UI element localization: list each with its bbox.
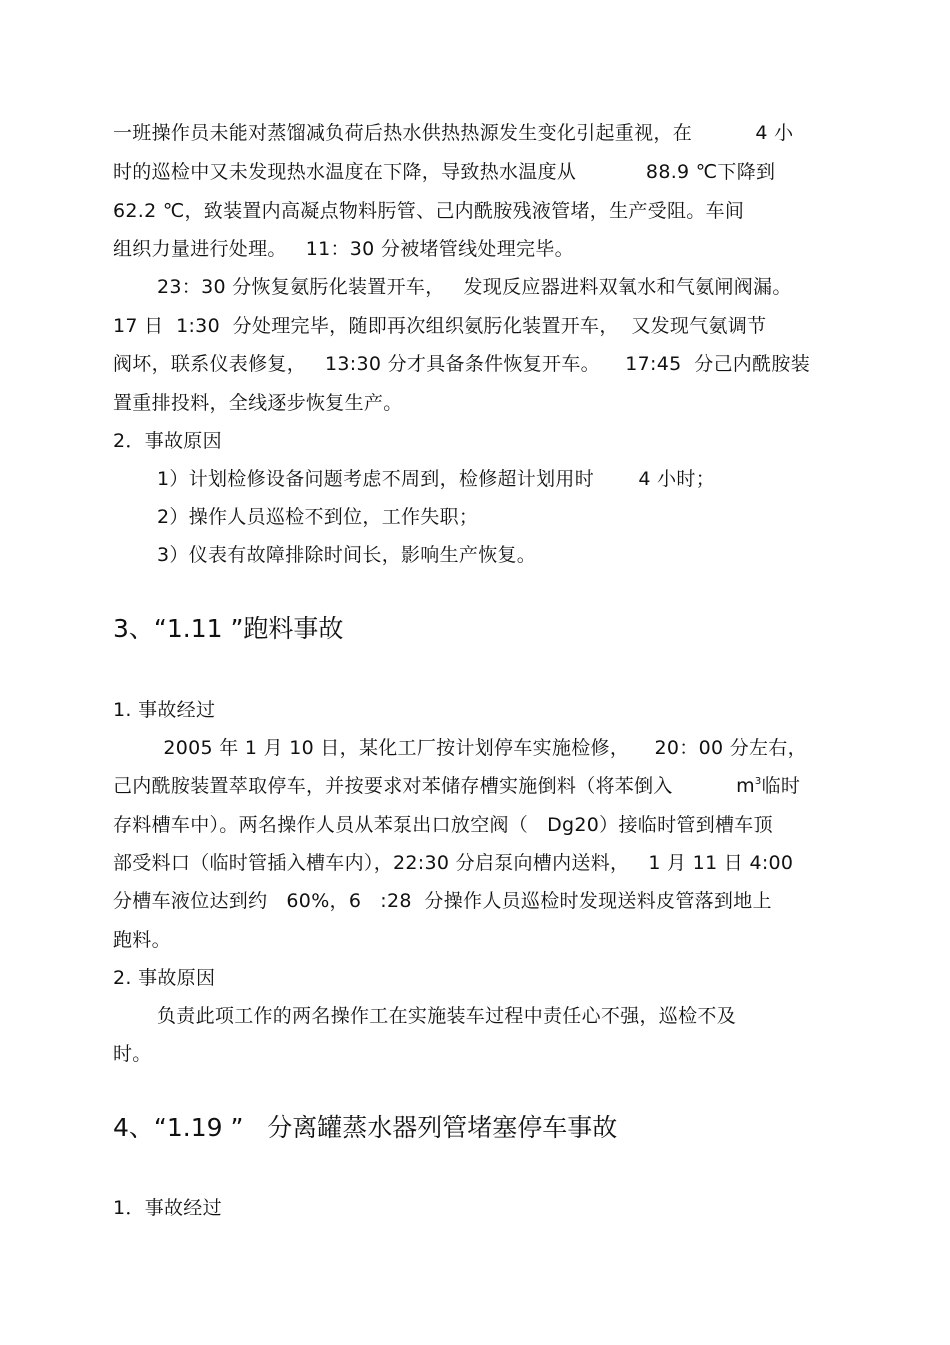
paragraph-line: 23：30 分恢复氨肟化装置开车， 发现反应器进料双氧水和气氨闸阀漏。 [157, 276, 792, 298]
paragraph-line: 部受料口（临时管插入槽车内），22:30 分启泵向槽内送料， 1 月 11 日 4:00 [113, 852, 794, 874]
process-heading: 1．事故经过 [113, 1197, 222, 1219]
section-title: 3、“1.11 ”跑料事故 [113, 614, 344, 643]
superscript: 3 [754, 776, 762, 787]
paragraph-line [113, 773, 800, 799]
paragraph-line: 分槽车液位达到约 60%，6 :28 分操作人员巡检时发现送料皮管落到地上 [113, 890, 772, 912]
paragraph-line: 17 日 1:30 分处理完毕，随即再次组织氨肟化装置开车， 又发现气氨调节 [113, 315, 767, 337]
paragraph-line: 一班操作员未能对蒸馏减负荷后热水供热热源发生变化引起重视，在 4 小 [113, 122, 794, 144]
paragraph-line: 负责此项工作的两名操作工在实施装车过程中责任心不强，巡检不及 [157, 1005, 737, 1027]
cause-item: 3）仪表有故障排除时间长，影响生产恢复。 [157, 544, 537, 566]
cause-item: 1）计划检修设备问题考虑不周到，检修超计划用时 4 小时； [157, 468, 715, 490]
cause-item: 2）操作人员巡检不到位，工作失职； [157, 506, 479, 528]
paragraph-line: 62.2 ℃，致装置内高凝点物料肟管、己内酰胺残液管堵，生产受阻。车间 [113, 200, 745, 222]
paragraph-line: 2005 年 1 月 10 日，某化工厂按计划停车实施检修， 20：00 分左右， [157, 737, 807, 759]
paragraph-line: 置重排投料，全线逐步恢复生产。 [113, 392, 403, 414]
paragraph-line: 组织力量进行处理。 11：30 分被堵管线处理完毕。 [113, 238, 574, 260]
process-heading: 1. 事故经过 [113, 699, 216, 721]
section-title: 4、“1.19 ” 分离罐蒸水器列管堵塞停车事故 [113, 1113, 618, 1142]
paragraph-line: 时的巡检中又未发现热水温度在下降，导致热水温度从 88.9 ℃下降到 [113, 161, 776, 183]
cause-heading: 2. 事故原因 [113, 967, 216, 989]
paragraph-line: 存料槽车中）。两名操作人员从苯泵出口放空阀（ Dg20）接临时管到槽车顶 [113, 814, 773, 836]
paragraph-line: 阀坏，联系仪表修复， 13:30 分才具备条件恢复开车。 17:45 分己内酰胺装 [113, 353, 811, 375]
cause-heading: 2．事故原因 [113, 430, 222, 452]
line-text: 临时 [761, 775, 801, 797]
paragraph-line: 时。 [113, 1043, 152, 1065]
paragraph-line: 跑料。 [113, 929, 171, 951]
line-text: 己内酰胺装置萃取停车，并按要求对苯储存槽实施倒料（将苯倒入 m [113, 775, 755, 797]
